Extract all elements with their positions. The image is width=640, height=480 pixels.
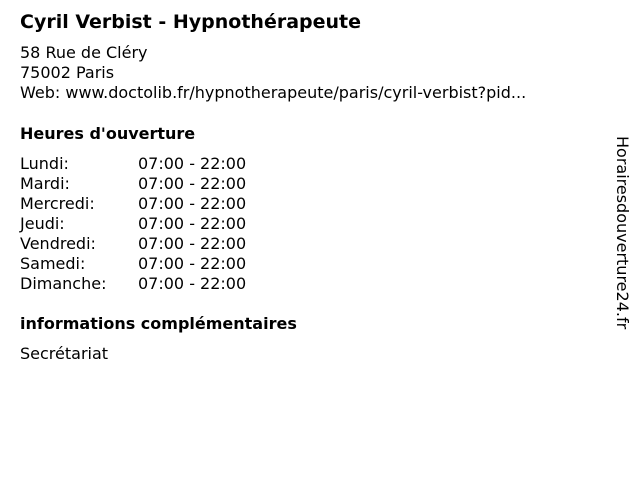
page-title: Cyril Verbist - Hypnothérapeute (20, 11, 362, 33)
time-range: 07:00 - 22:00 (138, 194, 247, 213)
day-label: Samedi: (20, 254, 86, 273)
time-range: 07:00 - 22:00 (138, 174, 247, 193)
time-range: 07:00 - 22:00 (138, 274, 247, 293)
day-label: Mardi: (20, 174, 70, 193)
time-range: 07:00 - 22:00 (138, 154, 247, 173)
day-label: Jeudi: (20, 214, 65, 233)
hours-row-lundi (20, 154, 280, 174)
address-block (20, 43, 526, 103)
hours-row-mardi (20, 174, 280, 194)
hours-row-jeudi (20, 214, 280, 234)
time-range: 07:00 - 22:00 (138, 254, 247, 273)
day-label: Lundi: (20, 154, 69, 173)
website-link[interactable]: Web: www.doctolib.fr/hypnotherapeute/paris/cyril-verbist?pid... (20, 83, 527, 102)
hours-heading: Heures d'ouverture (20, 124, 196, 143)
info-heading: informations complémentaires (20, 314, 297, 333)
day-label: Dimanche: (20, 274, 107, 293)
time-range: 07:00 - 22:00 (138, 214, 247, 233)
info-text: Secrétariat (20, 344, 109, 363)
hours-row-samedi (20, 254, 280, 274)
site-watermark-label: Horairesdouverture24.fr (613, 136, 632, 330)
hours-row-vendredi (20, 234, 280, 254)
day-label: Vendredi: (20, 234, 96, 253)
address-street: 58 Rue de Cléry (20, 43, 148, 62)
time-range: 07:00 - 22:00 (138, 234, 247, 253)
hours-row-dimanche (20, 274, 280, 294)
day-label: Mercredi: (20, 194, 95, 213)
address-city: 75002 Paris (20, 63, 115, 82)
hours-row-mercredi (20, 194, 280, 214)
opening-hours-table (20, 154, 280, 294)
